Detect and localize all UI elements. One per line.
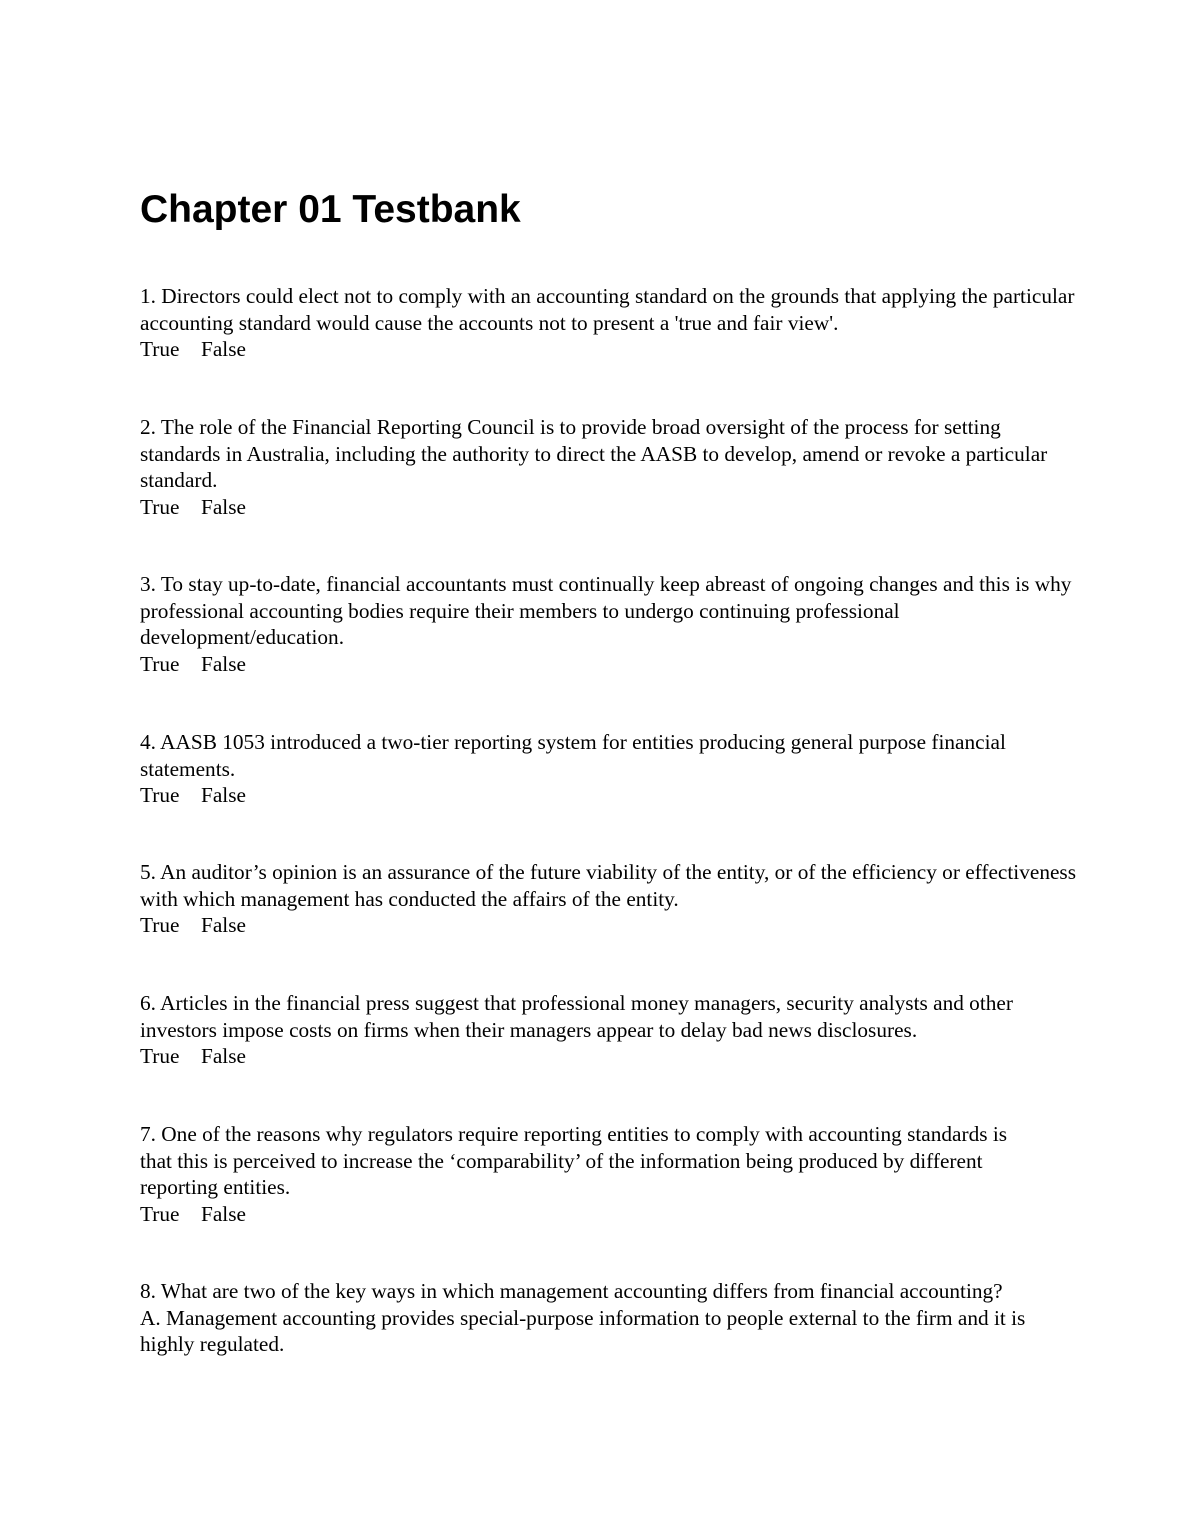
question-6 xyxy=(140,990,1090,1070)
question-text: 3. To stay up-to-date, financial accountants must continually keep abreast of ongoing changes and this is why professional accounting bodies require their members to undergo continuing professional development/education. xyxy=(140,572,1072,650)
true-false-options xyxy=(140,494,1080,521)
question-4 xyxy=(140,729,1080,809)
option-false: False xyxy=(201,494,246,519)
question-text: 7. One of the reasons why regulators require reporting entities to comply with accounting standards is that this is perceived to increase the ‘comparability’ of the information being produced by different reporting entities. xyxy=(140,1122,1008,1200)
option-false: False xyxy=(201,913,246,938)
true-false-options xyxy=(140,1201,1020,1228)
true-false-options xyxy=(140,336,1080,363)
option-true: True xyxy=(140,783,180,808)
question-7 xyxy=(140,1121,1020,1227)
true-false-options xyxy=(140,651,1080,678)
question-text: 6. Articles in the financial press suggest that professional money managers, security analysts and other investors impose costs on firms when their managers appear to delay bad news disclosures. xyxy=(140,991,1013,1042)
question-text: 1. Directors could elect not to comply with an accounting standard on the grounds that applying the particular accounting standard would cause the accounts not to present a 'true and fair view'. xyxy=(140,284,1075,335)
question-text: 4. AASB 1053 introduced a two-tier reporting system for entities producing general purpose financial statements. xyxy=(140,730,1006,781)
option-false: False xyxy=(201,783,246,808)
question-3 xyxy=(140,571,1080,677)
option-true: True xyxy=(140,1044,180,1069)
question-2 xyxy=(140,414,1080,520)
option-true: True xyxy=(140,913,180,938)
option-false: False xyxy=(201,651,246,676)
true-false-options xyxy=(140,782,1080,809)
option-true: True xyxy=(140,494,180,519)
option-false: False xyxy=(201,1044,246,1069)
option-true: True xyxy=(140,1201,180,1226)
page-title: Chapter 01 Testbank xyxy=(140,188,521,231)
option-true: True xyxy=(140,337,180,362)
true-false-options xyxy=(140,1043,1090,1070)
option-true: True xyxy=(140,651,180,676)
question-8 xyxy=(140,1278,1040,1358)
option-false: False xyxy=(201,337,246,362)
question-1 xyxy=(140,283,1080,363)
true-false-options xyxy=(140,912,1080,939)
question-text: 5. An auditor’s opinion is an assurance of the future viability of the entity, or of the efficiency or effectiveness with which management has conducted the affairs of the entity. xyxy=(140,860,1077,911)
question-5 xyxy=(140,859,1080,939)
answer-choice-a: A. Management accounting provides special-purpose information to people external to the firm and it is highly regulated. xyxy=(140,1305,1026,1357)
option-false: False xyxy=(201,1201,246,1226)
question-text: 8. What are two of the key ways in which management accounting differs from financial accounting? xyxy=(140,1279,1003,1303)
question-text: 2. The role of the Financial Reporting Council is to provide broad oversight of the process for setting standards in Australia, including the authority to direct the AASB to develop, amend or revoke a particular standard. xyxy=(140,415,1048,493)
